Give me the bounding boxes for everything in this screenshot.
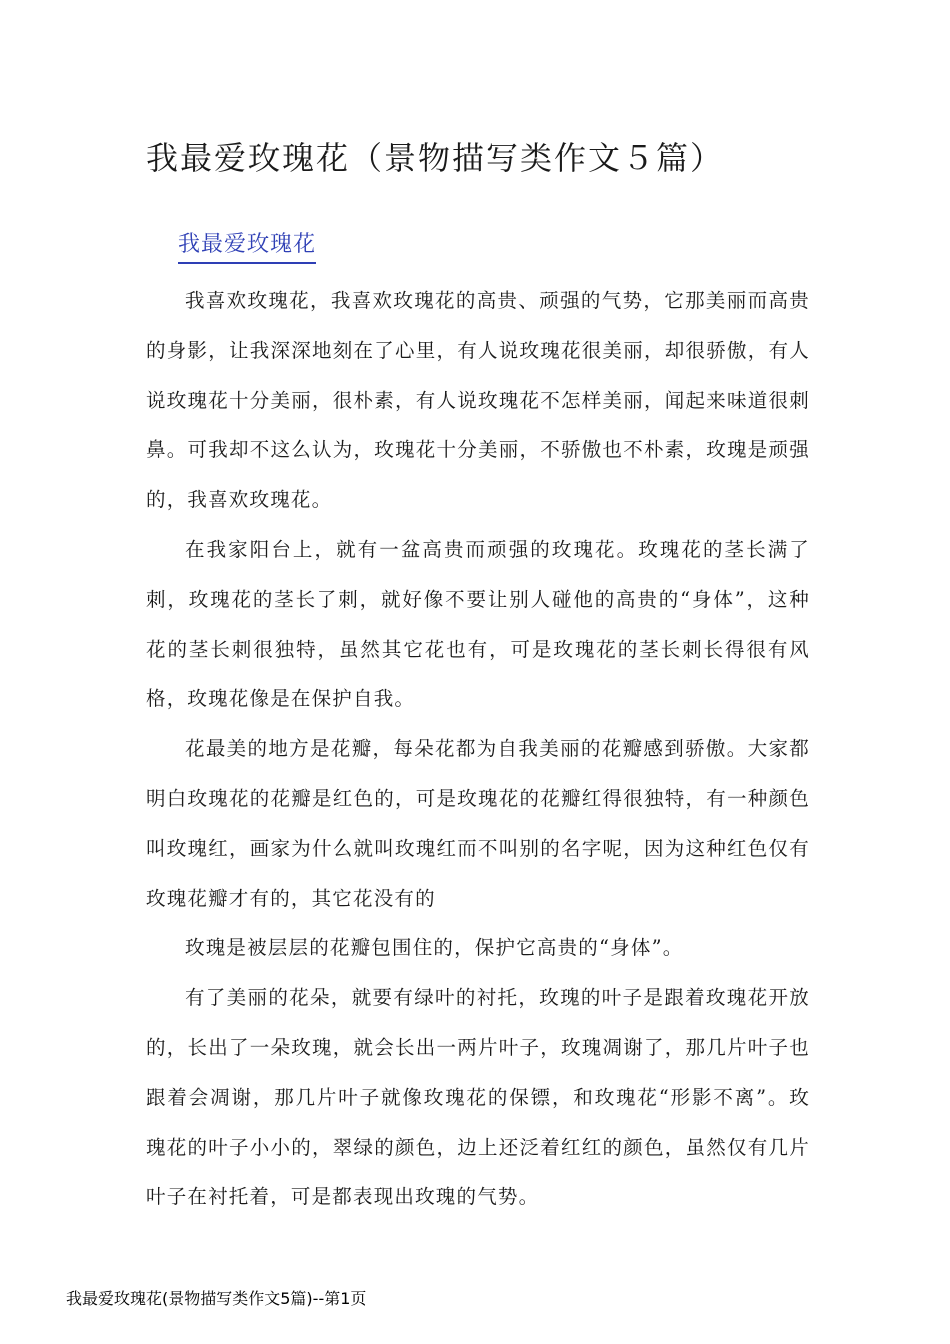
paragraph-4: 玫瑰是被层层的花瓣包围住的，保护它高贵的“身体”。 (185, 936, 684, 960)
paragraph-2: 在我家阳台上，就有一盆高贵而顽强的玫瑰花。玫瑰花的茎长满了刺，玫瑰花的茎长了刺，就好像不要让别人碰他的高贵的“身体”，这种花的茎长刺很独特，虽然其它花也有，可是玫瑰花的茎长刺长得很有风格，玫瑰花像是在保护自我。 (146, 537, 810, 711)
section-heading-link[interactable]: 我最爱玫瑰花 (178, 228, 316, 264)
paragraph-1: 我喜欢玫瑰花，我喜欢玫瑰花的高贵、顽强的气势，它那美丽而高贵的身影，让我深深地刻在了心里，有人说玫瑰花很美丽，却很骄傲，有人说玫瑰花十分美丽，很朴素，有人说玫瑰花不怎样美丽，闻起来味道很刺鼻。可我却不这么认为，玫瑰花十分美丽，不骄傲也不朴素，玫瑰是顽强的，我喜欢玫瑰花。 (146, 289, 810, 512)
paragraph-3: 花最美的地方是花瓣，每朵花都为自我美丽的花瓣感到骄傲。大家都明白玫瑰花的花瓣是红色的，可是玫瑰花的花瓣红得很独特，有一种颜色叫玫瑰红，画家为什么就叫玫瑰红而不叫别的名字呢，因为这种红色仅有玫瑰花瓣才有的，其它花没有的 (146, 737, 810, 910)
paragraph-5: 有了美丽的花朵，就要有绿叶的衬托，玫瑰的叶子是跟着玫瑰花开放的，长出了一朵玫瑰，就会长出一两片叶子，玫瑰凋谢了，那几片叶子也跟着会凋谢，那几片叶子就像玫瑰花的保镖，和玫瑰花“形影不离”。玫瑰花的叶子小小的，翠绿的颜色，边上还泛着红红的颜色，虽然仅有几片叶子在衬托着，可是都表现出玫瑰的气势。 (146, 986, 810, 1209)
page-footer: 我最爱玫瑰花(景物描写类作文5篇)--第1页 (66, 1289, 367, 1308)
article-body (146, 276, 810, 1222)
document-title: 我最爱玫瑰花（景物描写类作文５篇） (146, 139, 725, 177)
